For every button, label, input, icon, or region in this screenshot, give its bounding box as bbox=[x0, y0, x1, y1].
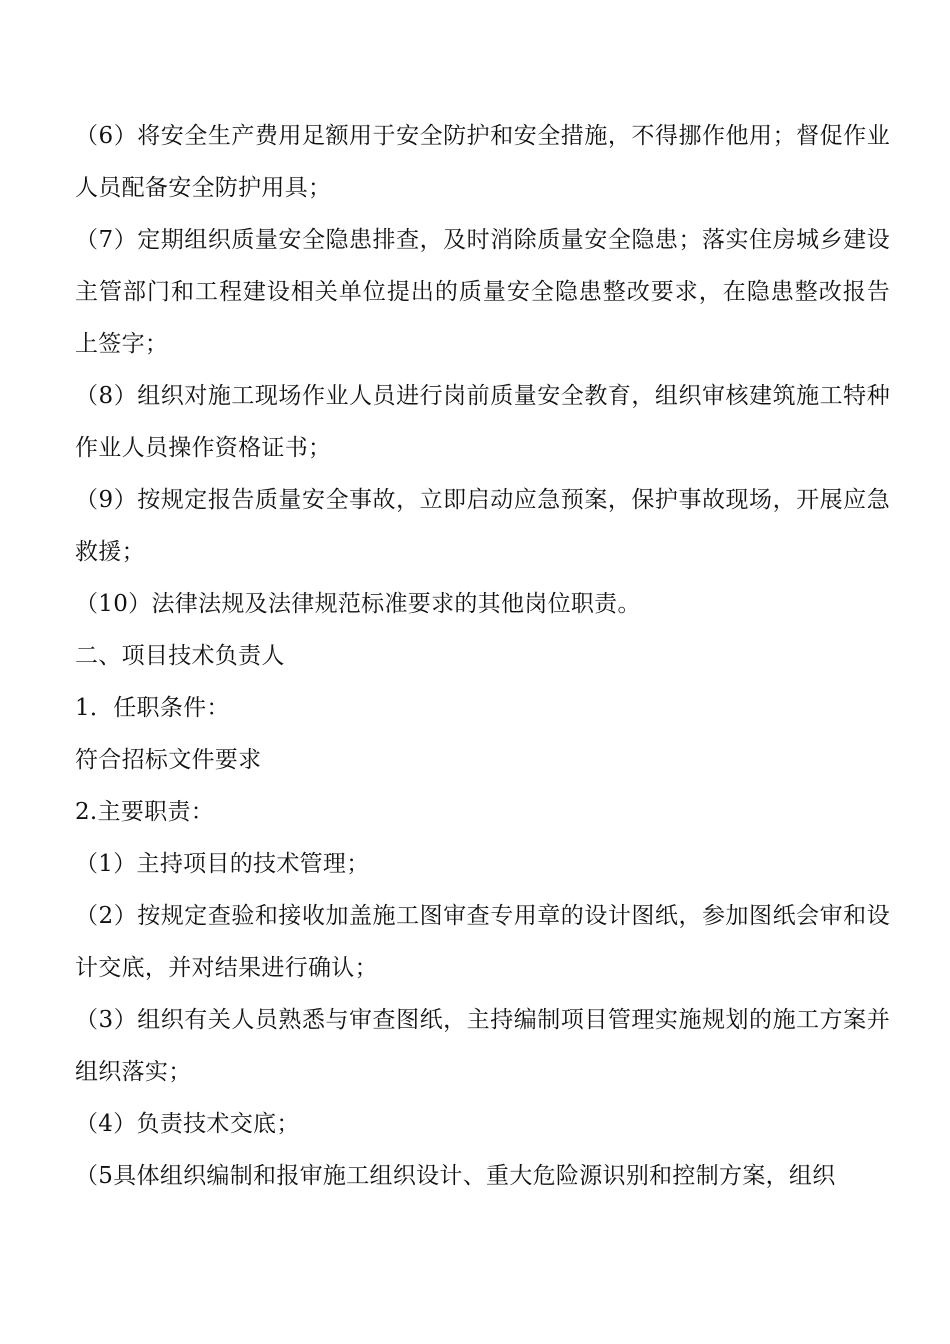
paragraph-item-7: （7）定期组织质量安全隐患排查，及时消除质量安全隐患；落实住房城乡建设主管部门和工程建设相关单位提出的质量安全隐患整改要求，在隐患整改报告上签字； bbox=[75, 227, 890, 357]
qualifications-text: 符合招标文件要求 bbox=[75, 747, 262, 773]
section-heading: 二、项目技术负责人 bbox=[75, 643, 285, 669]
duty-item-3: （3）组织有关人员熟悉与审查图纸，主持编制项目管理实施规划的施工方案并组织落实； bbox=[75, 1007, 890, 1085]
paragraph-item-6: （6）将安全生产费用足额用于安全防护和安全措施，不得挪作他用；督促作业人员配备安全防护用具； bbox=[75, 123, 890, 201]
duty-item-5: （5具体组织编制和报审施工组织设计、重大危险源识别和控制方案，组织 bbox=[75, 1163, 836, 1189]
duty-item-4: （4）负责技术交底； bbox=[75, 1111, 300, 1137]
duty-item-1: （1）主持项目的技术管理； bbox=[75, 851, 370, 877]
subheading-duties: 2.主要职责： bbox=[75, 799, 215, 825]
paragraph-item-8: （8）组织对施工现场作业人员进行岗前质量安全教育，组织审核建筑施工特种作业人员操作资格证书； bbox=[75, 383, 890, 461]
paragraph-item-9: （9）按规定报告质量安全事故，立即启动应急预案，保护事故现场，开展应急救援； bbox=[75, 487, 890, 565]
paragraph-item-10: （10）法律法规及法律规范标准要求的其他岗位职责。 bbox=[75, 591, 641, 617]
document-body bbox=[75, 110, 890, 1202]
subheading-qualifications: 1．任职条件： bbox=[75, 695, 230, 721]
duty-item-2: （2）按规定查验和接收加盖施工图审查专用章的设计图纸，参加图纸会审和设计交底，并对结果进行确认； bbox=[75, 903, 890, 981]
